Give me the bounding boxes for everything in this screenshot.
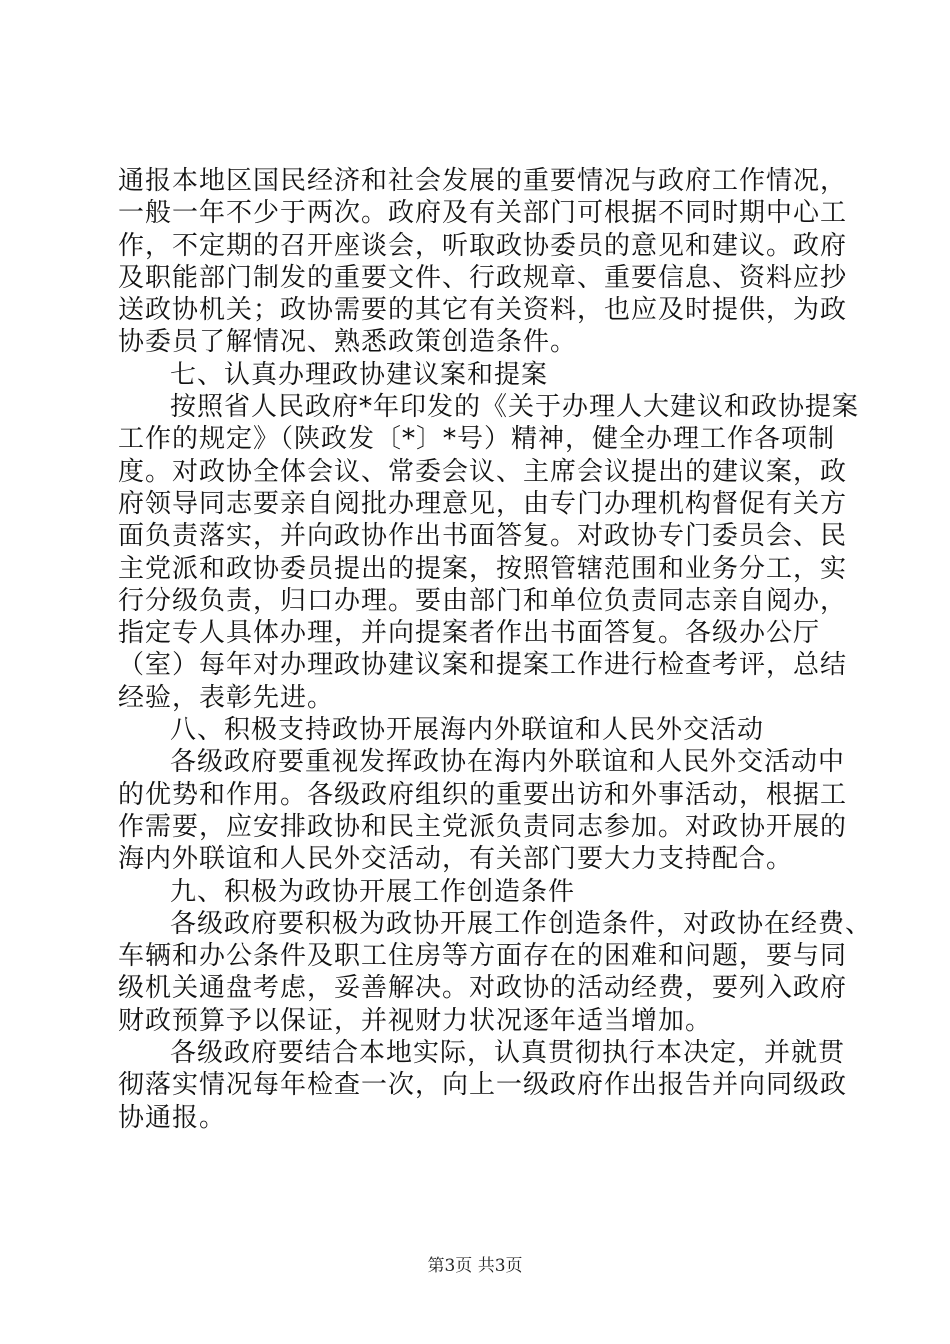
body-line: 通报本地区国民经济和社会发展的重要情况与政府工作情况， xyxy=(118,166,848,196)
body-line: 海内外联谊和人民外交活动，有关部门要大力支持配合。 xyxy=(118,844,794,875)
section-heading-8: 八、积极支持政协开展海内外联谊和人民外交活动 xyxy=(170,715,765,746)
body-line: 财政预算予以保证，并视财力状况逐年适当增加。 xyxy=(118,1005,713,1036)
body-line: 协委员了解情况、熟悉政策创造条件。 xyxy=(118,327,578,358)
body-line: 协通报。 xyxy=(118,1102,227,1133)
body-line: 各级政府要结合本地实际，认真贯彻执行本决定，并就贯 xyxy=(170,1038,846,1069)
body-line: （室）每年对办理政协建议案和提案工作进行检查考评，总结 xyxy=(118,650,848,681)
body-line: 车辆和办公条件及职工住房等方面存在的困难和问题，要与同 xyxy=(118,941,848,972)
page-footer: 第3页 共3页 xyxy=(427,1256,523,1276)
body-line: 级机关通盘考虑，妥善解决。对政协的活动经费，要列入政府 xyxy=(118,973,848,1004)
body-line: 送政协机关；政协需要的其它有关资料，也应及时提供，为政 xyxy=(118,295,848,326)
body-line: 按照省人民政府*年印发的《关于办理人大建议和政协提案 xyxy=(170,392,860,423)
body-line: 府领导同志要亲自阅批办理意见，由专门办理机构督促有关方 xyxy=(118,488,848,519)
body-line: 作需要，应安排政协和民主党派负责同志参加。对政协开展的 xyxy=(118,811,848,842)
body-line: 行分级负责，归口办理。要由部门和单位负责同志亲自阅办， xyxy=(118,585,848,616)
body-line: 各级政府要积极为政协开展工作创造条件，对政协在经费、 xyxy=(170,908,873,939)
body-line: 经验，表彰先进。 xyxy=(118,682,335,713)
body-line: 面负责落实，并向政协作出书面答复。对政协专门委员会、民 xyxy=(118,521,848,552)
body-line: 主党派和政协委员提出的提案，按照管辖范围和业务分工，实 xyxy=(118,553,848,584)
body-line: 彻落实情况每年检查一次，向上一级政府作出报告并向同级政 xyxy=(118,1070,848,1101)
body-line: 及职能部门制发的重要文件、行政规章、重要信息、资料应抄 xyxy=(118,262,848,293)
section-heading-9: 九、积极为政协开展工作创造条件 xyxy=(170,876,576,907)
body-line: 作，不定期的召开座谈会，听取政协委员的意见和建议。政府 xyxy=(118,230,848,261)
body-line: 各级政府要重视发挥政协在海内外联谊和人民外交活动中 xyxy=(170,747,846,778)
document-body xyxy=(118,165,873,1134)
section-heading-7: 七、认真办理政协建议案和提案 xyxy=(170,359,549,390)
body-line: 工作的规定》（陕政发〔*〕*号）精神，健全办理工作各项制 xyxy=(118,424,836,455)
body-line: 一般一年不少于两次。政府及有关部门可根据不同时期中心工 xyxy=(118,198,848,229)
body-line: 度。对政协全体会议、常委会议、主席会议提出的建议案，政 xyxy=(118,456,848,487)
body-line: 指定专人具体办理，并向提案者作出书面答复。各级办公厅 xyxy=(118,618,821,649)
body-line: 的优势和作用。各级政府组织的重要出访和外事活动，根据工 xyxy=(118,779,848,810)
